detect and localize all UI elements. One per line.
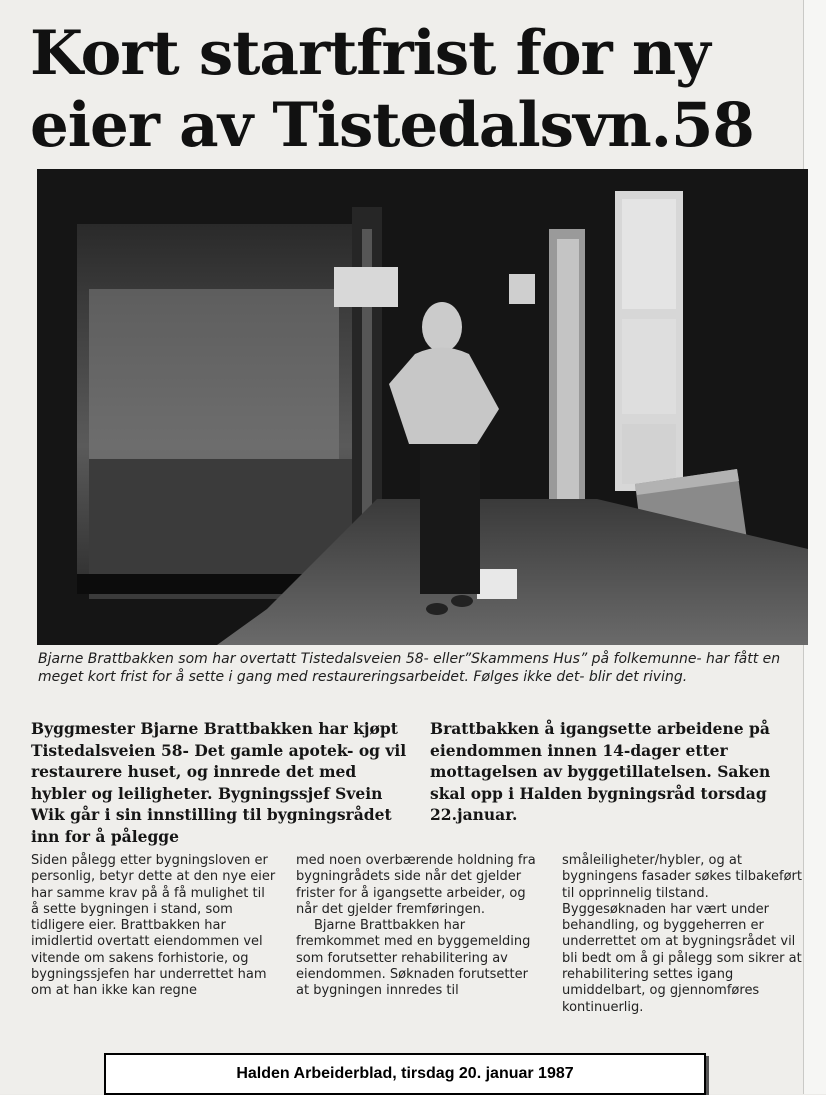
body-column-2-paragraph-1: med noen overbærende holdning fra bygningrådets side når det gjelder frister for å igangsette arbeider, og når det gjelder fremføringen. xyxy=(296,853,536,917)
lead-paragraph-left: Byggmester Bjarne Brattbakken har kjøpt Tistedalsveien 58- Det gamle apotek- og vil restaurere huset, og innrede det med hybler og leiligheter. Bygningssjef Svein Wik går i sin innstilling til bygningsrådet inn for å pålegge xyxy=(31,719,407,846)
lead-paragraph-right: Brattbakken å igangsette arbeidene på eiendommen innen 14-dager etter mottagelsen av byggetillatelsen. Saken skal opp i Halden bygningsråd torsdag 22.januar. xyxy=(430,719,771,825)
source-label: Halden Arbeiderblad, tirsdag 20. januar 1987 xyxy=(104,1053,706,1095)
headline xyxy=(30,18,800,162)
body-column-2-paragraph-2: Bjarne Brattbakken har fremkommet med en byggemelding som forutsetter rehabilitering av eiendommen. Søknaden forutsetter at bygningen innredes til xyxy=(296,918,531,999)
headline-line-1: Kort startfrist for ny xyxy=(30,18,710,89)
article-photo xyxy=(37,169,808,645)
photo-caption: Bjarne Brattbakken som har overtatt Tistedalsveien 58- eller”Skammens Hus” på folkemunne- har fått en meget kort frist for å sette i gang med restaureringsarbeidet. Følges ikke det- blir det riving. xyxy=(38,651,781,685)
body-column-1: Siden pålegg etter bygningsloven er personlig, betyr dette at den nye eier har samme krav på å få mulighet til å sette bygningen i stand, som tidligere eier. Brattbakken har imidlertid overtatt eiendommen vel vitende om sakens forhistorie, og bygningssjefen har underrettet ham om at han ikke kan regne xyxy=(31,853,276,999)
body-column-2 xyxy=(296,853,541,1000)
body-column-3: småleiligheter/hybler, og at bygningens fasader søkes tilbakeført til opprinnelig tilstand. Byggesøknaden har vært under behandling, og byggeherren er underrettet om at bygningsrådet vil bli bedt om å gi pålegg som sikrer at rehabilitering settes igang umiddelbart, og gjennomføres kontinuerlig. xyxy=(562,853,802,1015)
headline-line-2: eier av Tistedalsvn.58 xyxy=(30,90,754,161)
